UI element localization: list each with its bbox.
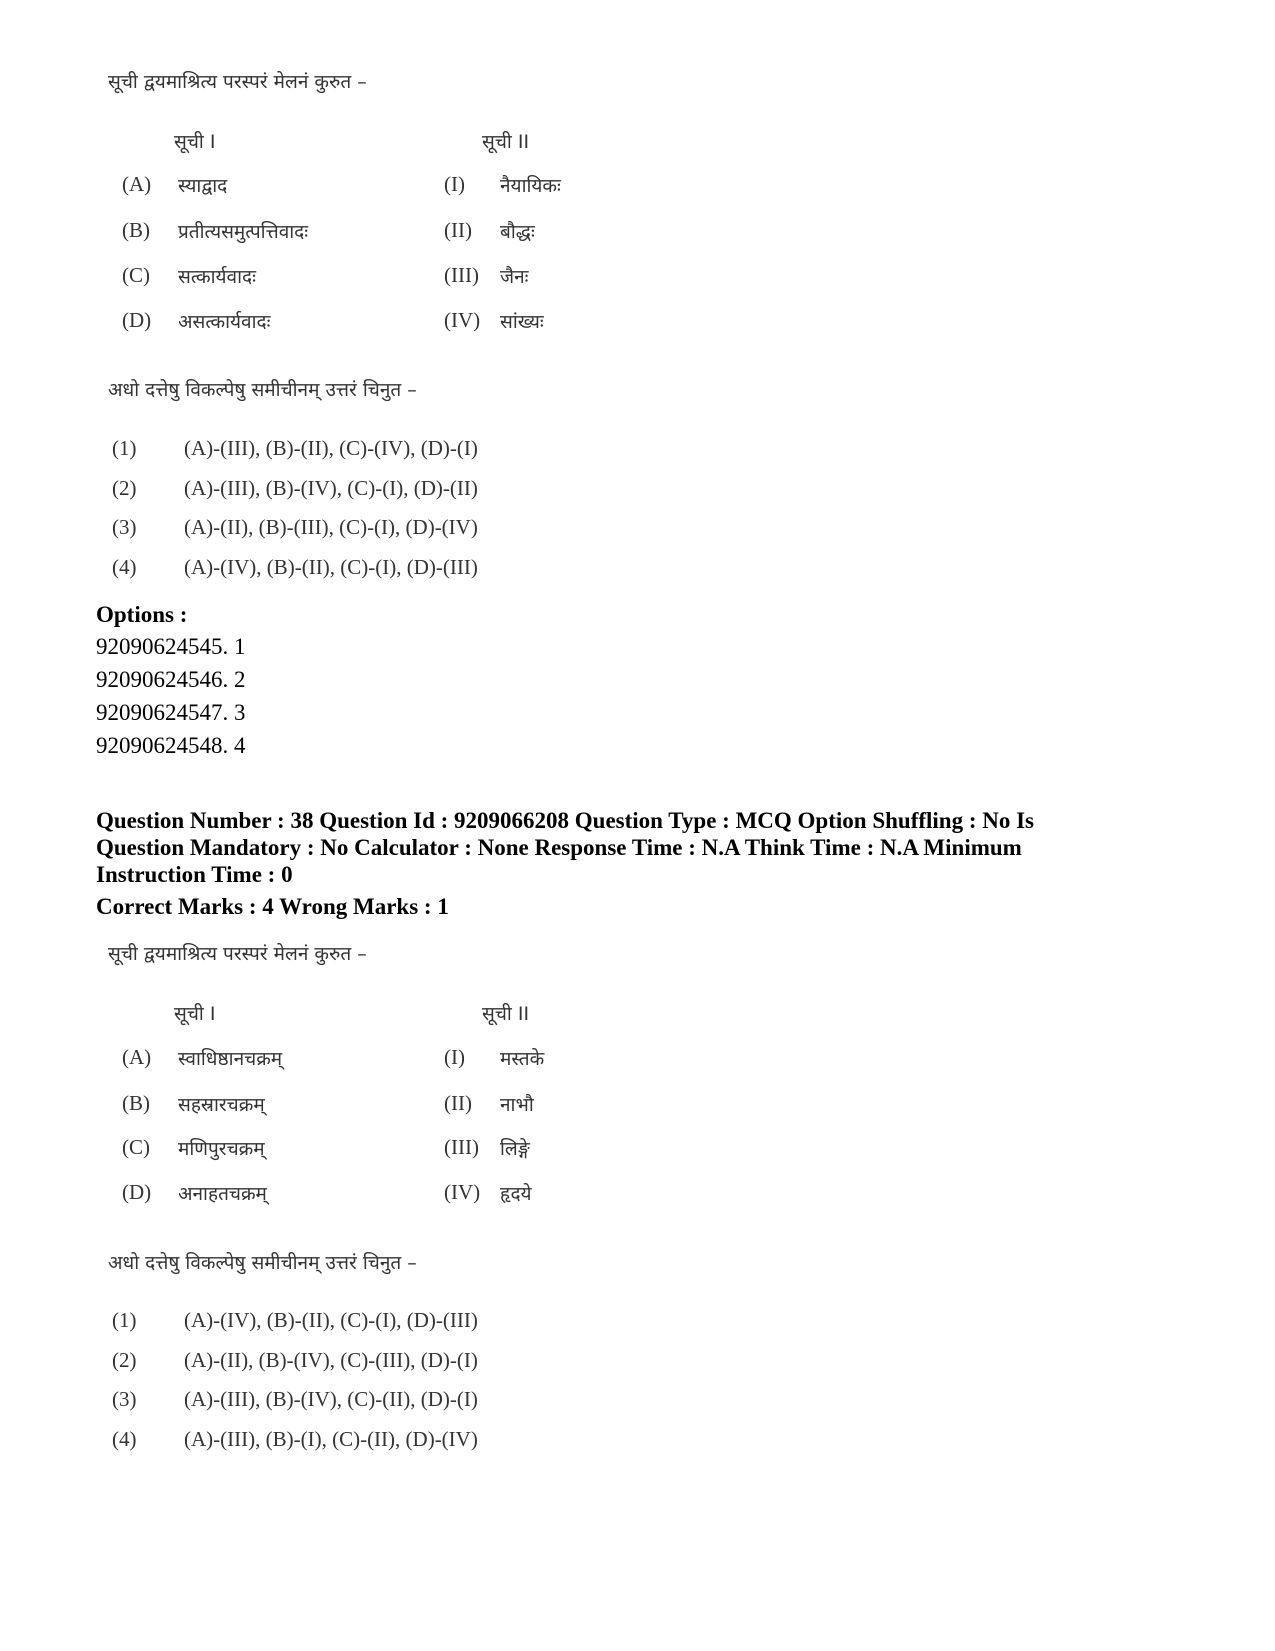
q2-row-b-right-label: (II) [444, 1091, 472, 1115]
q1-list1-header: सूची I [174, 131, 216, 153]
q1-row-d-right-label: (IV) [444, 308, 481, 332]
q1-row-a-right-item: नैयायिकः [500, 175, 561, 197]
q1-choice-1-number: (1) [112, 436, 137, 460]
q1-choice-2-text: (A)-(III), (B)-(IV), (C)-(I), (D)-(II) [184, 476, 478, 500]
q1-choice-2-number: (2) [112, 476, 137, 500]
q2-choice-1-text: (A)-(IV), (B)-(II), (C)-(I), (D)-(III) [184, 1308, 478, 1332]
q1-choose-text: अधो दत्तेषु विकल्पेषु समीचीनम् उत्तरं चिनुत – [108, 379, 417, 401]
q1-choice-1-text: (A)-(III), (B)-(II), (C)-(IV), (D)-(I) [184, 436, 478, 460]
q2-row-a-item: स्वाधिष्ठानचक्रम् [178, 1048, 283, 1070]
q1-list2-header: सूची II [482, 131, 530, 153]
q1-row-c-item: सत्कार्यवादः [178, 266, 256, 288]
q2-row-b-item: सहस्रारचक्रम् [178, 1094, 265, 1116]
q2-row-b-right-item: नाभौ [500, 1094, 534, 1116]
q2-choice-3-number: (3) [112, 1387, 137, 1411]
options-heading: Options : [96, 602, 188, 627]
q2-list2-header: सूची II [482, 1003, 530, 1025]
q2-choice-2-text: (A)-(II), (B)-(IV), (C)-(III), (D)-(I) [184, 1348, 478, 1372]
q2-row-c-item: मणिपुरचक्रम् [178, 1138, 265, 1160]
q1-row-c-label: (C) [122, 263, 150, 287]
q1-row-b-label: (B) [122, 218, 150, 242]
q1-row-a-label: (A) [122, 172, 152, 196]
q2-row-b-label: (B) [122, 1091, 150, 1115]
q2-row-d-right-item: हृदये [500, 1183, 532, 1205]
q2-instruction: सूची द्वयमाश्रित्य परस्परं मेलनं कुरुत – [108, 943, 367, 965]
option-item-4: 92090624548. 4 [96, 733, 246, 758]
q2-row-d-right-label: (IV) [444, 1180, 481, 1204]
q1-row-d-item: असत्कार्यवादः [178, 311, 271, 333]
q2-row-a-right-item: मस्तके [500, 1048, 545, 1070]
q2-meta-line-2: Question Mandatory : No Calculator : None Response Time : N.A Think Time : N.A Minimum [96, 835, 1022, 860]
q1-row-a-right-label: (I) [444, 172, 465, 196]
q2-meta-line-1: Question Number : 38 Question Id : 9209066208 Question Type : MCQ Option Shuffling : No Is [96, 808, 1035, 833]
q2-row-a-right-label: (I) [444, 1045, 465, 1069]
option-item-1: 92090624545. 1 [96, 634, 246, 659]
q1-row-d-label: (D) [122, 308, 152, 332]
q2-choice-4-text: (A)-(III), (B)-(I), (C)-(II), (D)-(IV) [184, 1427, 478, 1451]
option-item-3: 92090624547. 3 [96, 700, 246, 725]
q2-row-a-label: (A) [122, 1045, 152, 1069]
q1-choice-4-number: (4) [112, 555, 137, 579]
q1-instruction: सूची द्वयमाश्रित्य परस्परं मेलनं कुरुत – [108, 71, 367, 93]
q2-meta-line-3: Instruction Time : 0 [96, 862, 293, 887]
q1-row-c-right-item: जैनः [500, 266, 529, 288]
q2-row-d-label: (D) [122, 1180, 152, 1204]
q1-choice-4-text: (A)-(IV), (B)-(II), (C)-(I), (D)-(III) [184, 555, 478, 579]
q2-choose-text: अधो दत्तेषु विकल्पेषु समीचीनम् उत्तरं चिनुत – [108, 1252, 417, 1274]
q2-row-c-right-item: लिङ्गे [500, 1138, 530, 1160]
q1-row-b-item: प्रतीत्यसमुत्पत्तिवादः [178, 221, 309, 243]
option-item-2: 92090624546. 2 [96, 667, 246, 692]
q2-choice-2-number: (2) [112, 1348, 137, 1372]
q2-choice-3-text: (A)-(III), (B)-(IV), (C)-(II), (D)-(I) [184, 1387, 478, 1411]
q2-row-c-label: (C) [122, 1135, 150, 1159]
q1-row-c-right-label: (III) [444, 263, 479, 287]
q2-choice-1-number: (1) [112, 1308, 137, 1332]
q2-row-c-right-label: (III) [444, 1135, 479, 1159]
q1-row-d-right-item: सांख्यः [500, 311, 544, 333]
q1-row-b-right-item: बौद्धः [500, 221, 535, 243]
q2-meta-marks: Correct Marks : 4 Wrong Marks : 1 [96, 894, 449, 919]
q2-row-d-item: अनाहतचक्रम् [178, 1183, 267, 1205]
q1-row-a-item: स्याद्वाद [178, 175, 228, 197]
q2-choice-4-number: (4) [112, 1427, 137, 1451]
q1-choice-3-number: (3) [112, 515, 137, 539]
q1-row-b-right-label: (II) [444, 218, 472, 242]
q1-choice-3-text: (A)-(II), (B)-(III), (C)-(I), (D)-(IV) [184, 515, 478, 539]
q2-list1-header: सूची I [174, 1003, 216, 1025]
